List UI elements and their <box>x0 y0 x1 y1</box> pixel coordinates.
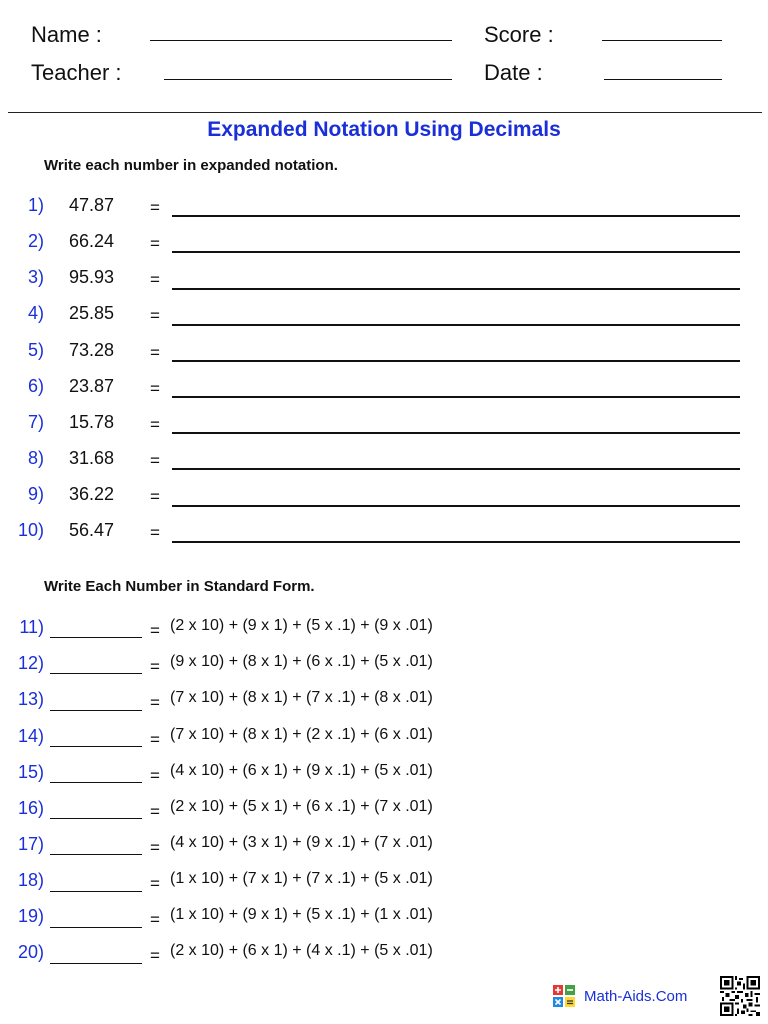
equals-sign: = <box>150 306 160 325</box>
equals-sign: = <box>150 487 160 506</box>
teacher-field[interactable] <box>164 79 452 80</box>
problem-number: 9) <box>27 484 44 504</box>
problem-value: 15.78 <box>69 412 115 432</box>
name-label: Name : <box>31 22 102 47</box>
answer-blank[interactable] <box>50 673 142 674</box>
problem-number: 12) <box>17 653 44 673</box>
problem-value: 23.87 <box>69 376 115 396</box>
equals-sign: = <box>150 766 160 785</box>
problem-number: 13) <box>17 689 44 709</box>
answer-blank[interactable] <box>50 963 142 964</box>
date-label: Date : <box>484 60 543 85</box>
problem-number: 1) <box>27 195 44 215</box>
answer-blank[interactable] <box>50 637 142 638</box>
problem-number: 19) <box>17 906 44 926</box>
answer-line[interactable] <box>172 251 740 253</box>
equals-sign: = <box>150 657 160 676</box>
name-field[interactable] <box>150 40 452 41</box>
equals-sign: = <box>150 874 160 893</box>
expanded-expression: (7 x 10) + (8 x 1) + (7 x .1) + (8 x .01) <box>170 689 433 706</box>
qr-code-icon <box>720 976 760 1016</box>
equals-sign: = <box>150 621 160 640</box>
problem-number: 2) <box>27 231 44 251</box>
problem-value: 66.24 <box>69 231 115 251</box>
problem-number: 15) <box>17 762 44 782</box>
problem-number: 5) <box>27 340 44 360</box>
equals-sign: = <box>150 946 160 965</box>
expanded-expression: (1 x 10) + (7 x 1) + (7 x .1) + (5 x .01) <box>170 870 433 887</box>
expanded-expression: (2 x 10) + (6 x 1) + (4 x .1) + (5 x .01) <box>170 942 433 959</box>
problem-number: 6) <box>27 376 44 396</box>
answer-line[interactable] <box>172 541 740 543</box>
problem-number: 8) <box>27 448 44 468</box>
answer-blank[interactable] <box>50 710 142 711</box>
score-field[interactable] <box>602 40 722 41</box>
equals-sign: = <box>150 379 160 398</box>
equals-sign: = <box>150 802 160 821</box>
answer-blank[interactable] <box>50 891 142 892</box>
answer-line[interactable] <box>172 396 740 398</box>
answer-blank[interactable] <box>50 746 142 747</box>
score-label: Score : <box>484 22 554 47</box>
equals-sign: = <box>150 838 160 857</box>
equals-sign: = <box>150 198 160 217</box>
page-title: Expanded Notation Using Decimals <box>207 118 561 141</box>
answer-line[interactable] <box>172 360 740 362</box>
expanded-expression: (7 x 10) + (8 x 1) + (2 x .1) + (6 x .01) <box>170 726 433 743</box>
answer-line[interactable] <box>172 288 740 290</box>
equals-sign: = <box>150 415 160 434</box>
answer-line[interactable] <box>172 468 740 470</box>
answer-line[interactable] <box>172 215 740 217</box>
problem-value: 31.68 <box>69 448 115 468</box>
date-field[interactable] <box>604 79 722 80</box>
problem-number: 16) <box>17 798 44 818</box>
section2-instruction: Write Each Number in Standard Form. <box>44 578 315 595</box>
equals-sign: = <box>150 343 160 362</box>
problem-value: 73.28 <box>69 340 115 360</box>
problem-number: 10) <box>17 520 44 540</box>
equals-sign: = <box>150 523 160 542</box>
problem-number: 17) <box>17 834 44 854</box>
problem-value: 95.93 <box>69 267 115 287</box>
answer-blank[interactable] <box>50 854 142 855</box>
section1-instruction: Write each number in expanded notation. <box>44 157 338 174</box>
expanded-expression: (4 x 10) + (3 x 1) + (9 x .1) + (7 x .01) <box>170 834 433 851</box>
answer-line[interactable] <box>172 505 740 507</box>
answer-line[interactable] <box>172 324 740 326</box>
expanded-expression: (4 x 10) + (6 x 1) + (9 x .1) + (5 x .01) <box>170 762 433 779</box>
problem-value: 36.22 <box>69 484 115 504</box>
equals-sign: = <box>150 693 160 712</box>
site-link[interactable]: Math-Aids.Com <box>584 988 688 1005</box>
equals-sign: = <box>150 270 160 289</box>
problem-number: 20) <box>17 942 44 962</box>
problem-number: 4) <box>27 303 44 323</box>
problem-number: 14) <box>17 726 44 746</box>
problem-value: 56.47 <box>69 520 115 540</box>
problem-number: 7) <box>27 412 44 432</box>
answer-blank[interactable] <box>50 927 142 928</box>
problem-number: 18) <box>17 870 44 890</box>
header-divider <box>8 112 762 113</box>
problem-value: 25.85 <box>69 303 115 323</box>
teacher-label: Teacher : <box>31 60 122 85</box>
answer-blank[interactable] <box>50 818 142 819</box>
problem-number: 3) <box>27 267 44 287</box>
expanded-expression: (2 x 10) + (5 x 1) + (6 x .1) + (7 x .01) <box>170 798 433 815</box>
equals-sign: = <box>150 910 160 929</box>
expanded-expression: (1 x 10) + (9 x 1) + (5 x .1) + (1 x .01) <box>170 906 433 923</box>
problem-number: 11) <box>19 617 44 637</box>
answer-line[interactable] <box>172 432 740 434</box>
expanded-expression: (9 x 10) + (8 x 1) + (6 x .1) + (5 x .01) <box>170 653 433 670</box>
answer-blank[interactable] <box>50 782 142 783</box>
expanded-expression: (2 x 10) + (9 x 1) + (5 x .1) + (9 x .01) <box>170 617 433 634</box>
equals-sign: = <box>150 234 160 253</box>
equals-sign: = <box>150 451 160 470</box>
problem-value: 47.87 <box>69 195 115 215</box>
equals-sign: = <box>150 730 160 749</box>
calculator-icon <box>552 984 576 1008</box>
